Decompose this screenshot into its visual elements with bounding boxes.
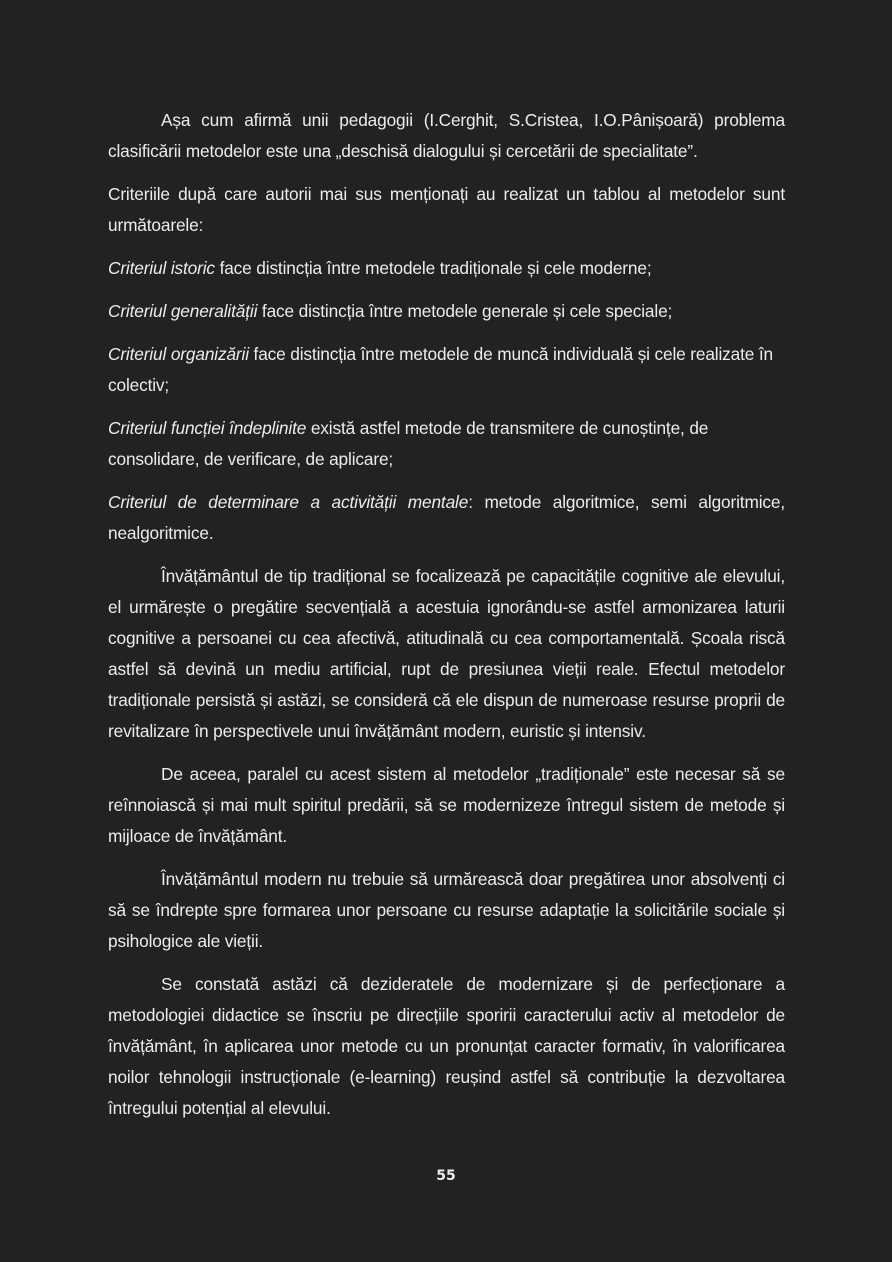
criterion-term: Criteriul generalității (108, 301, 258, 321)
criterion-function (108, 413, 785, 475)
criterion-generality (108, 296, 785, 327)
criterion-term: Criteriul de determinare a activității mentale (108, 492, 469, 512)
criterion-term: Criteriul organizării (108, 344, 249, 364)
criterion-mental-activity (108, 487, 785, 549)
body-paragraph-modernization: Se constată astăzi că dezideratele de modernizare și de perfecționare a metodologiei didactice se înscriu pe direcțiile sporirii caracterului activ al metodelor de învățământ, în aplicarea unor metode cu un pronunțat caracter formativ, în valorificarea noilor tehnologii instrucționale (e-learning) reușind astfel să contribuție la dezvoltarea întregului potențial al elevului. (108, 974, 785, 1118)
body-paragraph-renewal: De aceea, paralel cu acest sistem al metodelor „tradiționale” este necesar să se reînnoiască și mai mult spiritul predării, să se modernizeze întregul sistem de metode și mijloace de învățământ. (108, 764, 785, 846)
criterion-description: face distincția între metodele generale și cele speciale; (257, 301, 673, 321)
criteria-intro-paragraph: Criteriile după care autorii mai sus menționați au realizat un tablou al metodelor sunt următoarele: (108, 184, 785, 235)
criterion-description: există astfel metode de transmitere de cunoștințe, de consolidare, de verificare, de aplicare; (108, 418, 709, 469)
criterion-term: Criteriul funcției îndeplinite (108, 418, 307, 438)
criterion-description: face distincția între metodele tradiționale și cele moderne; (214, 258, 652, 278)
criterion-organization (108, 339, 785, 401)
criterion-description: : metode algoritmice, semi algoritmice, nealgoritmice. (108, 492, 785, 543)
document-page (108, 105, 785, 1136)
criterion-historic (108, 253, 785, 284)
body-paragraph-traditional: Învățământul de tip tradițional se focalizează pe capacitățile cognitive ale elevului, el urmărește o pregătire secvențială a acestuia ignorându-se astfel armonizarea laturii cognitive a persoanei cu cea afectivă, atitudinală cu cea comportamentală. Școala riscă astfel să devină un mediu artificial, rupt de presiunea vieții reale. Efectul metodelor tradiționale persistă și astăzi, se consideră că ele dispun de numeroase resurse proprii de revitalizare în perspectivele unui învățământ modern, euristic și intensiv. (108, 566, 785, 741)
page-number: 55 (436, 1168, 456, 1184)
body-paragraph-modern: Învățământul modern nu trebuie să urmărească doar pregătirea unor absolvenți ci să se îndrepte spre formarea unor persoane cu resurse adaptație la solicitările sociale și psihologice ale vieții. (108, 869, 785, 951)
intro-paragraph: Așa cum afirmă unii pedagogii (I.Cerghit, S.Cristea, I.O.Pânișoară) problema clasificării metodelor este una „deschisă dialogului și cercetării de specialitate”. (108, 110, 785, 161)
criterion-description: face distincția între metodele de muncă individuală și cele realizate în colectiv; (108, 344, 774, 395)
criterion-term: Criteriul istoric (108, 258, 215, 278)
